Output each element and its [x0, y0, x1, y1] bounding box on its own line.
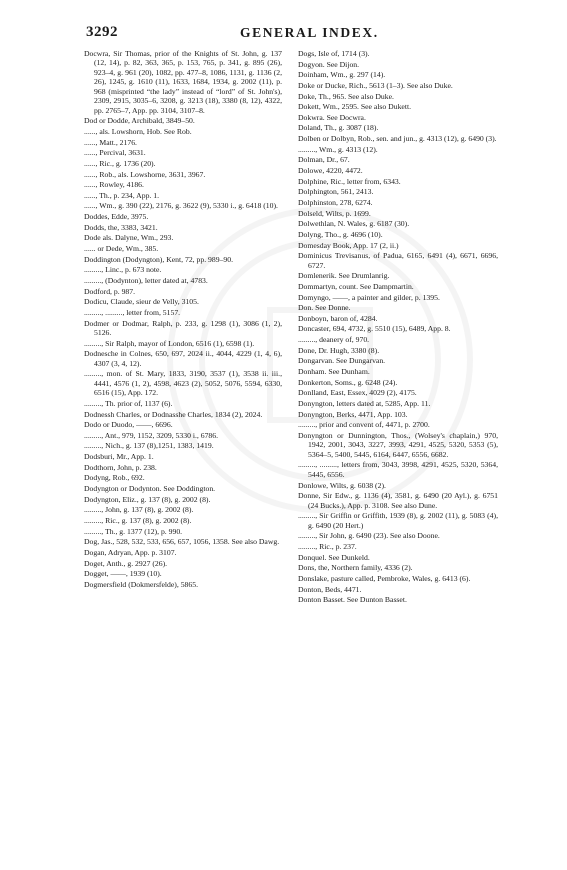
- index-entry: Doland, Th., g. 3087 (18).: [298, 123, 379, 133]
- index-entry: ........., Ric., p. 237.: [298, 541, 357, 551]
- index-entry: ........., Ric., g. 137 (8), g. 2002 (8).: [84, 515, 192, 525]
- index-entry: ...... or Dede, Wm., 385.: [84, 244, 159, 254]
- index-entry: Dolman, Dr., 67.: [298, 155, 350, 165]
- index-entry: ......, als. Lowshorn, Hob. See Rob.: [84, 127, 192, 136]
- index-entry: ......, Wm., g. 390 (22), 2176, g. 3622 (9), 5330 i., g. 6418 (10).: [84, 201, 278, 211]
- index-entry: ........., Linc., p. 673 note.: [84, 265, 162, 275]
- index-entry: Dolphington, 561, 2413.: [298, 187, 374, 197]
- index-entry: ........., Sir Ralph, mayor of London, 6516 (1), 6598 (1).: [84, 338, 255, 348]
- index-entry: ......, Ric., g. 1736 (20).: [84, 158, 156, 168]
- index-entry: Dog, Jas., 528, 532, 533, 656, 657, 1056, 1358. See also Dawg.: [84, 537, 280, 547]
- index-entry: ........., prior and convent of, 4471, p. 2700.: [298, 420, 430, 430]
- index-entry: Dodford, p. 987.: [84, 286, 136, 296]
- index-entry: Donlland, East, Essex, 4029 (2), 4175.: [298, 388, 417, 398]
- index-entry: Dodmer or Dodmar, Ralph, p. 233, g. 1298 (1), 3086 (1, 2), 5126.: [84, 318, 282, 337]
- index-entry: Dogget, ——, 1939 (10).: [84, 569, 162, 579]
- index-entry: Dolphinston, 278, 6274.: [298, 197, 373, 207]
- index-entry: ........., Ant., 979, 1152, 3209, 5330 i., 6786.: [84, 430, 219, 440]
- index-entry: Dogan, Adryan, App. p. 3107.: [84, 547, 177, 557]
- index-entry: ........., Sir Griffin or Griffith, 1939 (8), g. 2002 (11), g. 5083 (4), g. 6490 (20 Hert.): [298, 511, 498, 530]
- index-entry: Donton, Beds, 4471.: [298, 584, 362, 594]
- index-entry: ......, Percival, 3631.: [84, 148, 146, 158]
- index-entry: ........., Th. prior of, 1137 (6).: [84, 398, 173, 408]
- index-entry: Done, Dr. Hugh, 3380 (8).: [298, 345, 380, 355]
- page-number: 3292: [86, 24, 118, 40]
- index-entry: Dogyon. See Dijon.: [298, 59, 360, 69]
- index-entry: Dodyngton, Eliz., g. 137 (8), g. 2002 (8).: [84, 494, 211, 504]
- index-entry: Dodyng, Rob., 692.: [84, 473, 145, 483]
- index-entry: Donkerton, Soms., g. 6248 (24).: [298, 377, 398, 387]
- index-entry: Dodnesche in Colnes, 650, 697, 2024 ii., 4044, 4229 (1, 4, 6), 4307 (3, 4, 12).: [84, 349, 282, 368]
- index-entry: Domesday Book, App. 17 (2, ii.): [298, 240, 399, 250]
- index-entry: Dominicus Trevisanus, of Padua, 6165, 6491 (4), 6671, 6696, 6727.: [298, 251, 498, 270]
- index-entry: Dolseld, Wilts, p. 1699.: [298, 208, 371, 218]
- index-entry: ........., mon. of St. Mary, 1833, 3190, 3537 (1), 3538 ii. iii., 4441, 4576 (1, 2), 4598, 4623 (2), 5052, 5076, 5594, 6330, 6516 (15), App. 172.: [84, 369, 282, 398]
- index-entry: Donne, Sir Edw., g. 1136 (4), 3581, g. 6490 (20 Ayl.), g. 6751 (24 Bucks.), App. p. 3108. See also Dune.: [298, 491, 498, 510]
- index-column-right: [298, 49, 498, 606]
- index-entry: Dodicu, Claude, sieur de Velly, 3105.: [84, 297, 199, 307]
- index-entry: Dodthorn, John, p. 238.: [84, 462, 157, 472]
- index-entry: ........., Sir John, g. 6490 (23). See also Doone.: [298, 531, 440, 541]
- index-entry: Donyngton, Berks, 4471, App. 103.: [298, 409, 408, 419]
- index-entry: Dolyng, Tho., g. 4696 (10).: [298, 229, 383, 239]
- index-entry: Dodds, the, 3383, 3421.: [84, 222, 158, 232]
- index-entry: Dons, the, Northern family, 4336 (2).: [298, 563, 413, 573]
- index-entry: Dod or Dodde, Archibald, 3849–50.: [84, 116, 195, 126]
- index-entry: Dogs, Isle of, 1714 (3).: [298, 49, 370, 58]
- index-entry: ......, Th., p. 234, App. 1.: [84, 190, 160, 200]
- index-entry: Don. See Donne.: [298, 303, 351, 313]
- index-entry: ........., ........., letter from, 5157.: [84, 307, 181, 317]
- index-entry: Donyngton or Dunnington, Thos., (Wolsey's chaplain,) 970, 1942, 2001, 3043, 3227, 3993, 4291, 4525, 5320, 5353 (5), 5364–5, 5400, 5445, 6164, 6447, 6556, 6682.: [298, 430, 498, 459]
- index-entry: Donlowe, Wilts, g. 6038 (2).: [298, 480, 386, 490]
- index-entry: Doddes, Edde, 3975.: [84, 212, 149, 222]
- index-entry: Dolphine, Ric., letter from, 6343.: [298, 176, 401, 186]
- index-entry: ........., Th., g. 1377 (12), p. 990.: [84, 526, 183, 536]
- index-entry: Donham. See Dunham.: [298, 367, 370, 377]
- index-entry: ........., Nich., g. 137 (8),1251, 1383, 1419.: [84, 441, 214, 451]
- index-entry: ........., Wm., g. 4313 (12).: [298, 144, 378, 154]
- index-entry: Dommartyn, count. See Dampmartin.: [298, 281, 414, 291]
- index-entry: ......, Rob., als. Lowshorne, 3631, 3967.: [84, 169, 206, 179]
- index-entry: Donslake, pasture called, Pembroke, Wales, g. 6413 (6).: [298, 573, 471, 583]
- index-entry: Docwra, Sir Thomas, prior of the Knights of St. John, g. 137 (12, 14), p. 82, 363, 365, p. 153, 765, p. 341, g. 895 (26), 923–4, g. 961 (20), 1082, pp. 477–8, 1086, 1131, g. 1136 (2, 26), 1245, g. 1610 (11), 1633, 1684, 1934, g. 2002 (11), p. 968 (misprinted “the lady” instead of “lord” of St. John's), 2309, 2915, 3035–6, 3208, g. 3213 (18), 3380 (8, 12), 4322, pp. 2765–7, App. pp. 3104, 3107–8.: [84, 49, 282, 115]
- index-entry: Dokett, Wm., 2595. See also Dukett.: [298, 102, 412, 112]
- index-entry: Donboyn, baron of, 4284.: [298, 313, 378, 323]
- index-entry: ......, Matt., 2176.: [84, 137, 137, 147]
- index-entry: Domlenerik. See Drumlanrig.: [298, 271, 390, 281]
- index-entry: Dolben or Dolbyn, Rob., sen. and jun., g. 4313 (12), g. 6490 (3).: [298, 134, 497, 144]
- index-entry: Donyngton, letters dated at, 5285, App. 11.: [298, 398, 431, 408]
- index-entry: Dode als. Dalyne, Wm., 293.: [84, 233, 174, 243]
- index-entry: Doke or Ducke, Rich., 5613 (1–3). See also Duke.: [298, 80, 453, 90]
- index-entry: Dolowe, 4220, 4472.: [298, 166, 363, 176]
- index-entry: ......, Rowley, 4186.: [84, 180, 144, 190]
- index-entry: Dongarvan. See Dungarvan.: [298, 356, 386, 366]
- index-entry: ........., deanery of, 970.: [298, 335, 370, 345]
- running-head-title: GENERAL INDEX.: [240, 25, 379, 40]
- index-entry: Donquel. See Dunkeld.: [298, 552, 370, 562]
- index-entry: Dolwethlan, N. Wales, g. 6187 (30).: [298, 219, 410, 229]
- index-entry: Doget, Anth., g. 2927 (26).: [84, 558, 168, 568]
- index-entry: Dodnessh Charles, or Dodnasshe Charles, 1834 (2), 2024.: [84, 409, 263, 419]
- index-entry: Doinham, Wm., g. 297 (14).: [298, 70, 386, 80]
- index-entry: Dokwra. See Docwra.: [298, 112, 366, 122]
- index-entry: Dodyngton or Dodynton. See Doddington.: [84, 484, 216, 494]
- index-column-left: [84, 49, 282, 590]
- index-entry: Donton Basset. See Dunton Basset.: [298, 595, 407, 605]
- index-entry: Doke, Th., 965. See also Duke.: [298, 91, 394, 101]
- index-entry: Dogmersfield (Dokmersfelde), 5865.: [84, 579, 198, 589]
- index-entry: ........., John, g. 137 (8), g. 2002 (8).: [84, 505, 194, 515]
- index-entry: Dodsburi, Mr., App. 1.: [84, 452, 154, 462]
- index-entry: Doncaster, 694, 4732, g. 5510 (15), 6489, App. 8.: [298, 324, 451, 334]
- index-entry: ........., ........., letters from, 3043, 3998, 4291, 4525, 5320, 5364, 5445, 6556.: [298, 460, 498, 479]
- index-entry: ........., (Dodynton), letter dated at, 4783.: [84, 275, 208, 285]
- page-header: [0, 0, 567, 40]
- index-entry: Domyngo, ——, a painter and gilder, p. 1395.: [298, 292, 440, 302]
- index-entry: Doddington (Dodyngton), Kent, 72, pp. 989–90.: [84, 254, 234, 264]
- index-entry: Dodo or Duodo, ——, 6696.: [84, 420, 173, 430]
